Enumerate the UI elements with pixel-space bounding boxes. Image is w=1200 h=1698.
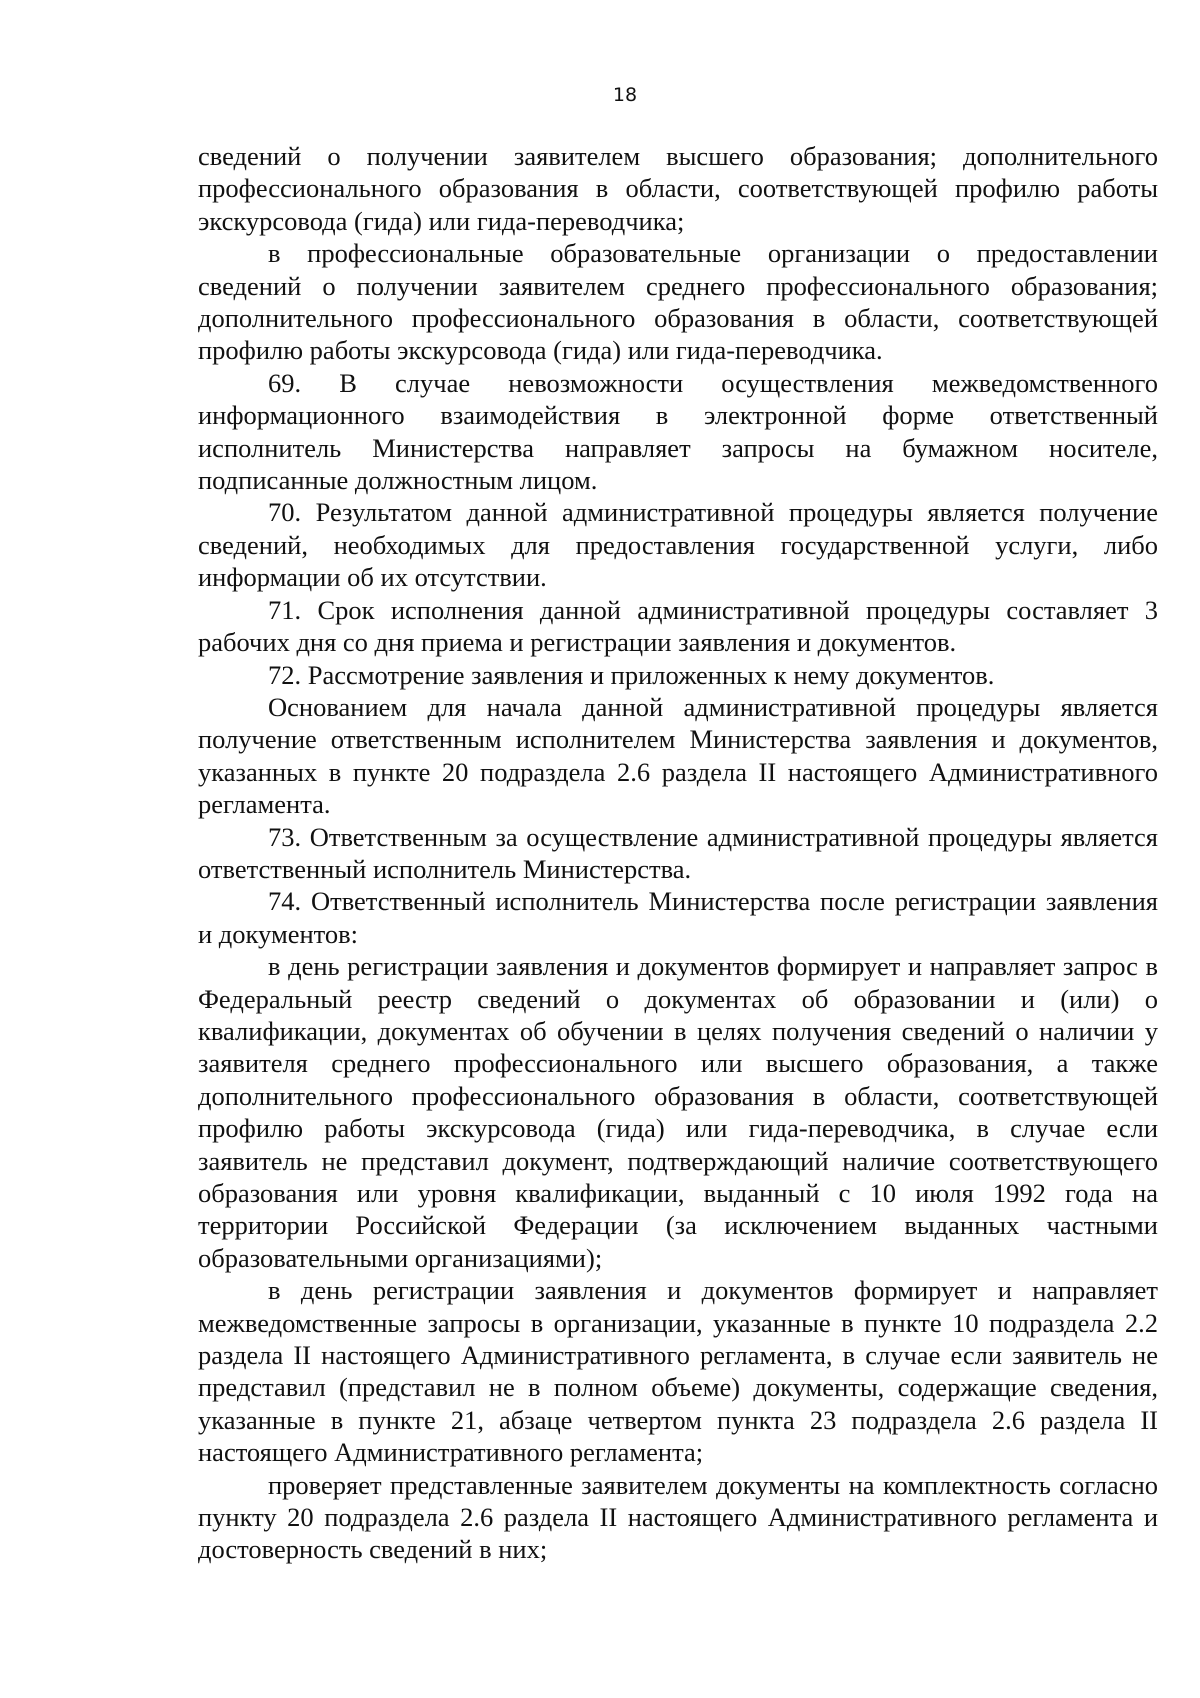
document-body — [198, 140, 1158, 1566]
paragraph: в день регистрации заявления и документов формирует и направляет межведомственные запросы в организации, указанные в пункте 10 подраздела 2.2 раздела II настоящего Административного регламента, в случае если заявитель не представил (представил не в полном объеме) документы, содержащие сведения, указанные в пункте 21, абзаце четвертом пункта 23 подраздела 2.6 раздела II настоящего Административного регламента; — [198, 1275, 1158, 1468]
paragraph: 71. Срок исполнения данной административной процедуры составляет 3 рабочих дня со дня приема и регистрации заявления и документов. — [198, 594, 1158, 658]
paragraph: 74. Ответственный исполнитель Министерства после регистрации заявления и документов: — [198, 886, 1158, 949]
paragraph: 69. В случае невозможности осуществления межведомственного информационного взаимодействия в электронной форме ответственный исполнитель Министерства направляет запросы на бумажном носителе, подписанные должностным лицом. — [198, 367, 1158, 496]
paragraph: 70. Результатом данной административной процедуры является получение сведений, необходимых для предоставления государственной услуги, либо информации об их отсутствии. — [198, 497, 1158, 593]
paragraph: 72. Рассмотрение заявления и приложенных к нему документов. — [268, 659, 995, 690]
page-number: 18 — [612, 84, 638, 106]
paragraph: проверяет представленные заявителем документы на комплектность согласно пункту 20 подраздела 2.6 раздела II настоящего Административного регламента и достоверность сведений в них; — [198, 1469, 1158, 1565]
paragraph: сведений о получении заявителем высшего образования; дополнительного профессионального образования в области, соответствующей профилю работы экскурсовода (гида) или гида-переводчика; — [198, 141, 1158, 236]
paragraph: в профессиональные образовательные организации о предоставлении сведений о получении заявителем среднего профессионального образования; дополнительного профессионального образования в области, соответствующей профилю работы экскурсовода (гида) или гида-переводчика. — [198, 238, 1158, 366]
paragraph: в день регистрации заявления и документов формирует и направляет запрос в Федеральный реестр сведений о документах об образовании и (или) о квалификации, документах об обучении в целях получения сведений о наличии у заявителя среднего профессионального или высшего образования, а также дополнительного профессионального образования в области, соответствующей профилю работы экскурсовода (гида) или гида-переводчика, в случае если заявитель не представил документ, подтверждающий наличие соответствующего образования или уровня квалификации, выданный с 10 июля 1992 года на территории Российской Федерации (за исключением выданных частными образовательными организациями); — [198, 951, 1158, 1273]
paragraph: 73. Ответственным за осуществление административной процедуры является ответственный исполнитель Министерства. — [198, 821, 1158, 884]
paragraph: Основанием для начала данной административной процедуры является получение ответственным исполнителем Министерства заявления и документов, указанных в пункте 20 подраздела 2.6 раздела II настоящего Административного регламента. — [198, 691, 1158, 820]
